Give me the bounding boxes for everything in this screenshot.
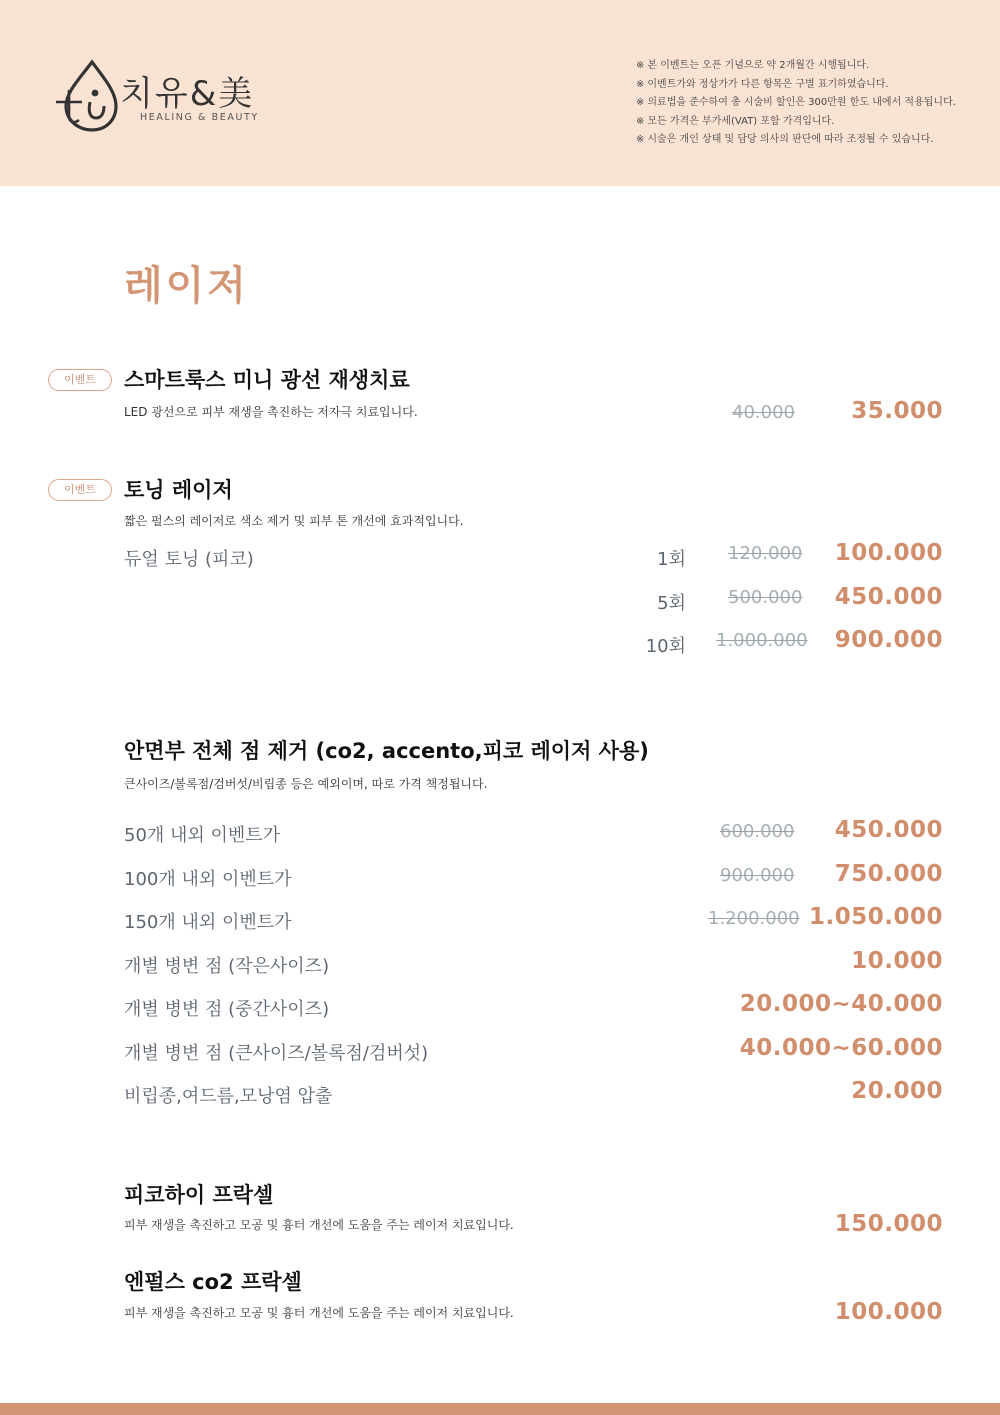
old-price: 120.000 xyxy=(728,543,803,564)
section-title: 레이저 xyxy=(124,263,249,309)
notice-item: ※ 이벤트가와 정상가가 다른 항목은 구별 표기하였습니다. xyxy=(636,76,956,95)
item-desc-smartlux: LED 광선으로 피부 재생을 촉진하는 저자극 치료입니다. xyxy=(124,405,418,419)
price: 150.000 xyxy=(834,1211,943,1237)
price-row-label: 50개 내외 이벤트가 xyxy=(124,825,281,846)
old-price: 500.000 xyxy=(728,587,803,608)
price: 10.000 xyxy=(851,948,943,974)
old-price: 1.000.000 xyxy=(716,630,808,651)
item-title-toning: 토닝 레이저 xyxy=(124,478,233,502)
old-price: 900.000 xyxy=(720,865,795,886)
session-count: 1회 xyxy=(657,549,686,570)
price: 750.000 xyxy=(834,861,943,887)
session-count: 5회 xyxy=(657,593,686,614)
session-count: 10회 xyxy=(645,636,686,657)
notice-item: ※ 본 이벤트는 오픈 기념으로 약 2개월간 시행됩니다. xyxy=(636,57,956,76)
item-desc-toning: 짧은 펄스의 레이저로 색소 제거 및 피부 톤 개선에 효과적입니다. xyxy=(124,514,464,528)
price-row-label: 개별 병변 점 (중간사이즈) xyxy=(124,999,330,1020)
logo-tagline: HEALING & BEAUTY xyxy=(140,112,259,123)
item-title-mole-removal: 안면부 전체 점 제거 (co2, accento,피코 레이저 사용) xyxy=(124,739,649,763)
price-row-label: 150개 내외 이벤트가 xyxy=(124,912,292,933)
logo-wordmark: 치유&美 xyxy=(120,74,255,114)
price: 1.050.000 xyxy=(809,904,943,930)
water-drop-logo-icon xyxy=(52,56,118,136)
old-price: 600.000 xyxy=(720,821,795,842)
price: 100.000 xyxy=(834,540,943,566)
price: 450.000 xyxy=(834,817,943,843)
toning-option-label: 듀얼 토닝 (피코) xyxy=(124,549,254,570)
event-badge: 이벤트 xyxy=(48,479,112,501)
price: 20.000~40.000 xyxy=(739,991,943,1017)
item-title-picohi: 피코하이 프락셀 xyxy=(124,1183,274,1207)
item-desc-enpulse: 피부 재생을 촉진하고 모공 및 흉터 개선에 도움을 주는 레이저 치료입니다. xyxy=(124,1306,514,1320)
price: 900.000 xyxy=(834,627,943,653)
old-price: 1.200.000 xyxy=(708,908,800,929)
price: 35.000 xyxy=(851,398,943,424)
item-desc-mole-removal: 큰사이즈/볼록점/검버섯/비립종 등은 예외이며, 따로 가격 책정됩니다. xyxy=(124,777,488,791)
item-title-enpulse: 엔펄스 co2 프락셀 xyxy=(124,1270,302,1294)
notice-item: ※ 모든 가격은 부가세(VAT) 포함 가격입니다. xyxy=(636,113,956,132)
brand-logo xyxy=(52,56,282,136)
price-row-label: 100개 내외 이벤트가 xyxy=(124,869,292,890)
price: 450.000 xyxy=(834,584,943,610)
price-row-label: 개별 병변 점 (작은사이즈) xyxy=(124,956,330,977)
price-row-label: 개별 병변 점 (큰사이즈/볼록점/검버섯) xyxy=(124,1043,429,1064)
price-row-label: 비립종,여드름,모낭염 압출 xyxy=(124,1086,333,1107)
event-badge: 이벤트 xyxy=(48,369,112,391)
notice-item: ※ 시술은 개인 상태 및 담당 의사의 판단에 따라 조정될 수 있습니다. xyxy=(636,131,956,150)
old-price: 40.000 xyxy=(732,402,795,423)
notice-list xyxy=(636,57,956,150)
price: 100.000 xyxy=(834,1299,943,1325)
item-desc-picohi: 피부 재생을 촉진하고 모공 및 흉터 개선에 도움을 주는 레이저 치료입니다. xyxy=(124,1218,514,1232)
footer-bar xyxy=(0,1403,1000,1415)
price: 20.000 xyxy=(851,1078,943,1104)
header-banner xyxy=(0,0,1000,186)
item-title-smartlux: 스마트룩스 미니 광선 재생치료 xyxy=(124,368,410,392)
price: 40.000~60.000 xyxy=(739,1035,943,1061)
notice-item: ※ 의료법을 준수하여 총 시술비 할인은 300만원 한도 내에서 적용됩니다. xyxy=(636,94,956,113)
